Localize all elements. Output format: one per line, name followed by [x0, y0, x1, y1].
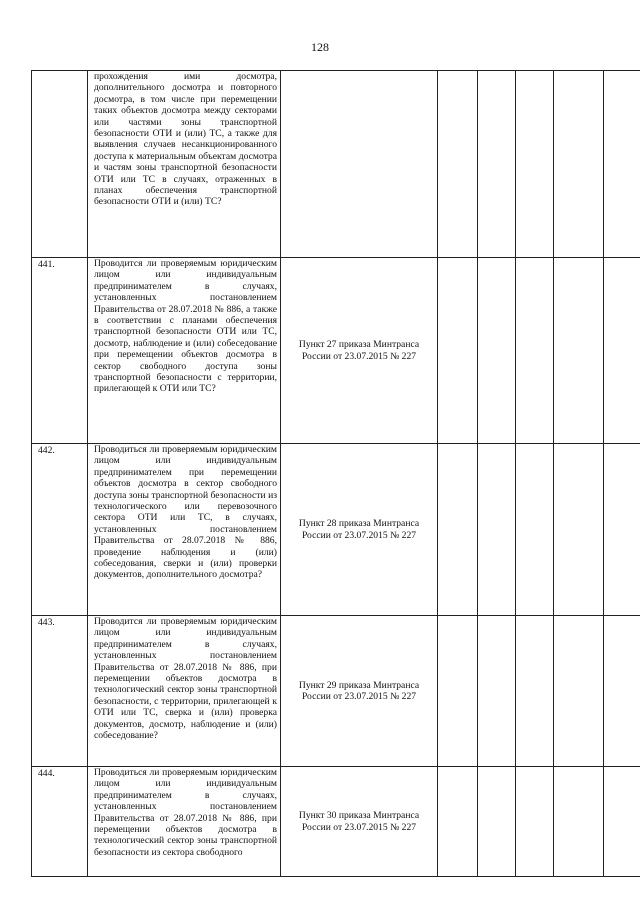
answer-cell	[478, 71, 516, 258]
table-row	[32, 258, 640, 444]
answer-cell	[554, 444, 604, 616]
table-row	[32, 444, 640, 616]
answer-cell	[554, 616, 604, 767]
answer-cell	[604, 71, 640, 258]
answer-cell	[438, 444, 478, 616]
table-row	[32, 616, 640, 767]
legal-reference: Пункт 29 приказа Минтранса России от 23.07.2015 № 227	[281, 616, 438, 767]
answer-cell	[438, 767, 478, 877]
answer-cell	[478, 616, 516, 767]
row-number: 442.	[32, 444, 88, 616]
answer-cell	[604, 616, 640, 767]
answer-cell	[604, 444, 640, 616]
answer-cell	[438, 616, 478, 767]
answer-cell	[516, 767, 554, 877]
answer-cell	[516, 71, 554, 258]
checklist-table	[31, 70, 640, 877]
row-number: 441.	[32, 258, 88, 444]
answer-cell	[438, 258, 478, 444]
answer-cell	[516, 616, 554, 767]
answer-cell	[478, 258, 516, 444]
question-text: Проводится ли проверяемым юридическим лицом или индивидуальным предпринимателем в случаях, установленных постановлением Правительства от 28.07.2018 № 886, при перемещении объектов досмотра в технологический сектор зоны транспортной безопасности, с территории, прилегающей к ОТИ или ТС, сверка и (или) проверка документов, досмотр, наблюдение и (или) собеседование?	[88, 616, 281, 767]
question-text: Проводиться ли проверяемым юридическим лицом или индивидуальным предпринимателем в случаях, установленных постановлением Правительства от 28.07.2018 № 886, при перемещении объектов досмотра в технологический сектор зоны транспортной безопасности из сектора свободного	[88, 767, 281, 877]
answer-cell	[478, 767, 516, 877]
legal-reference: Пункт 28 приказа Минтранса России от 23.07.2015 № 227	[281, 444, 438, 616]
answer-cell	[516, 444, 554, 616]
table-row	[32, 767, 640, 877]
page-number: 128	[311, 40, 329, 54]
question-text: прохождения ими досмотра, дополнительного досмотра и повторного досмотра, в том числе при перемещении таких объектов досмотра между секторами или частями зоны транспортной безопасности ОТИ и (или) ТС, а также для выявления случаев несанкционированного доступа к материальным объектам досмотра и частям зоны транспортной безопасности ОТИ или ТС в случаях, отраженных в планах обеспечения транспортной безопасности ОТИ и (или) ТС?	[88, 71, 281, 258]
answer-cell	[604, 767, 640, 877]
row-number: 443.	[32, 616, 88, 767]
answer-cell	[478, 444, 516, 616]
row-number: 444.	[32, 767, 88, 877]
legal-reference	[281, 71, 438, 258]
answer-cell	[438, 71, 478, 258]
question-text: Проводится ли проверяемым юридическим лицом или индивидуальным предпринимателем в случаях, установленных постановлением Правительства от 28.07.2018 № 886, а также в соответствии с планами обеспечения транспортной безопасности ОТИ или ТС, досмотр, наблюдение и (или) собеседование при перемещении объектов досмотра в сектор свободного доступа зоны транспортной безопасности с территории, прилегающей к ОТИ или ТС?	[88, 258, 281, 444]
answer-cell	[554, 767, 604, 877]
answer-cell	[554, 258, 604, 444]
question-text: Проводиться ли проверяемым юридическим лицом или индивидуальным предпринимателем при перемещении объектов досмотра в сектор свободного доступа зоны транспортной безопасности из технологического или перевозочного сектора ОТИ или ТС, в случаях, установленных постановлением Правительства от 28.07.2018 № 886, проведение наблюдения и (или) собеседования, сверки и (или) проверки документов, дополнительного досмотра?	[88, 444, 281, 616]
table-row	[32, 71, 640, 258]
legal-reference: Пункт 30 приказа Минтранса России от 23.07.2015 № 227	[281, 767, 438, 877]
answer-cell	[604, 258, 640, 444]
answer-cell	[516, 258, 554, 444]
row-number	[32, 71, 88, 258]
legal-reference: Пункт 27 приказа Минтранса России от 23.07.2015 № 227	[281, 258, 438, 444]
answer-cell	[554, 71, 604, 258]
